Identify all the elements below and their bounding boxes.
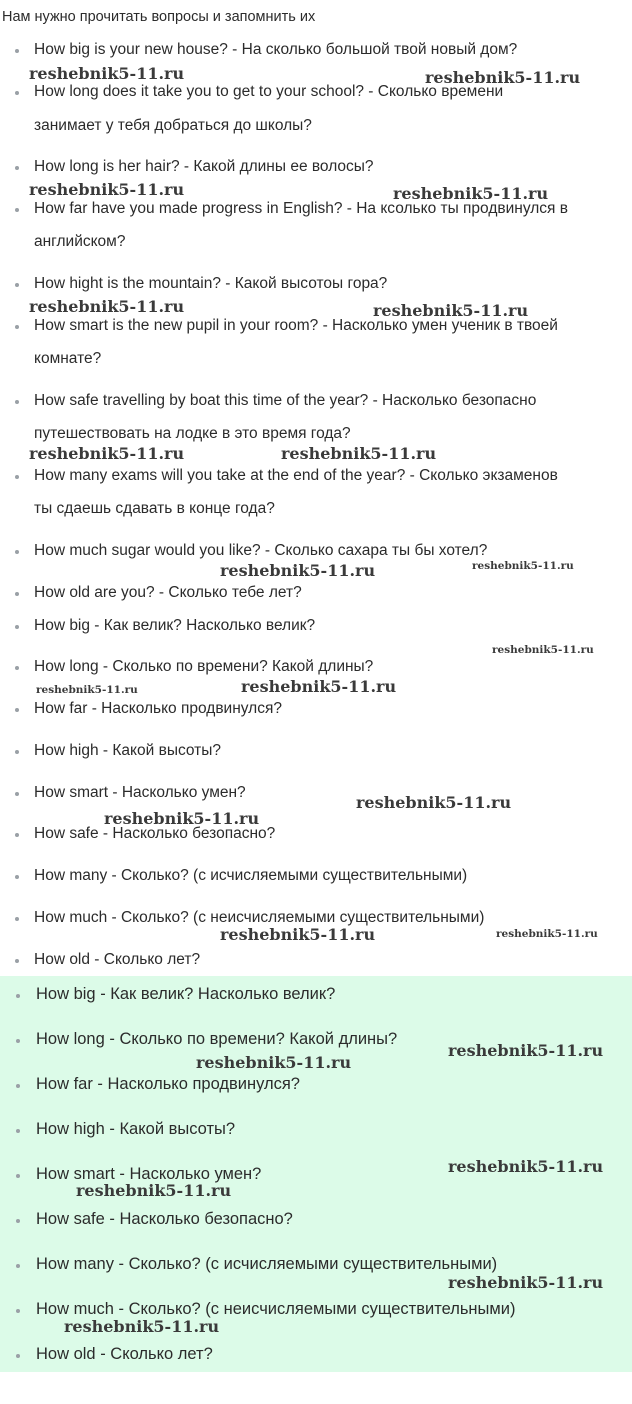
watermark: reshebnik5-11.ru xyxy=(496,928,598,940)
watermark: reshebnik5-11.ru xyxy=(425,68,581,87)
watermark: reshebnik5-11.ru xyxy=(104,809,260,828)
bullet-icon xyxy=(16,1264,20,1268)
list-item: How high - Какой высоты? xyxy=(36,1120,235,1139)
watermark: reshebnik5-11.ru xyxy=(76,1181,232,1200)
list-item: How big - Как велик? Насколько велик? xyxy=(36,985,335,1004)
bullet-icon xyxy=(15,166,19,170)
bullet-icon xyxy=(15,666,19,670)
bullet-icon xyxy=(16,1129,20,1133)
list-item: How long - Сколько по времени? Какой длины? xyxy=(36,1030,397,1049)
bullet-icon xyxy=(16,1219,20,1223)
list-item: How many - Сколько? (с исчисляемыми существительными) xyxy=(34,867,467,885)
watermark: reshebnik5-11.ru xyxy=(36,684,138,696)
list-item-continuation: занимает у тебя добраться до школы? xyxy=(34,117,312,134)
list-item: How safe travelling by boat this time of the year? - Насколько безопасно xyxy=(34,392,536,410)
bullet-icon xyxy=(16,1354,20,1358)
bullet-icon xyxy=(16,1039,20,1043)
list-item: How safe - Насколько безопасно? xyxy=(36,1210,293,1229)
list-item: How long does it take you to get to your school? - Сколько времени xyxy=(34,83,503,101)
list-item: How smart - Насколько умен? xyxy=(36,1165,261,1184)
bullet-icon xyxy=(15,475,19,479)
list-item: How many exams will you take at the end of the year? - Сколько экзаменов xyxy=(34,467,558,485)
list-item: How long - Сколько по времени? Какой длины? xyxy=(34,658,373,676)
list-item: How old - Сколько лет? xyxy=(36,1345,213,1364)
bullet-icon xyxy=(15,49,19,53)
list-item-continuation: путешествовать на лодке в это время года? xyxy=(34,425,351,442)
watermark: reshebnik5-11.ru xyxy=(29,444,185,463)
watermark: reshebnik5-11.ru xyxy=(448,1273,604,1292)
list-item: How smart - Насколько умен? xyxy=(34,784,246,802)
list-item: How safe - Насколько безопасно? xyxy=(34,825,275,843)
bullet-icon xyxy=(16,1309,20,1313)
bullet-icon xyxy=(16,994,20,998)
bullet-icon xyxy=(15,708,19,712)
list-item-continuation: английском? xyxy=(34,233,126,250)
watermark: reshebnik5-11.ru xyxy=(393,184,549,203)
bullet-icon xyxy=(15,400,19,404)
list-item: How high - Какой высоты? xyxy=(34,742,221,760)
list-item: How far have you made progress in English? - На ксолько ты продвинулся в xyxy=(34,200,568,218)
bullet-icon xyxy=(15,833,19,837)
bullet-icon xyxy=(15,550,19,554)
watermark: reshebnik5-11.ru xyxy=(220,561,376,580)
bullet-icon xyxy=(15,592,19,596)
watermark: reshebnik5-11.ru xyxy=(356,793,512,812)
list-item: How hight is the mountain? - Какой высотоы гора? xyxy=(34,275,387,293)
watermark: reshebnik5-11.ru xyxy=(373,301,529,320)
list-item: How old are you? - Сколько тебе лет? xyxy=(34,584,302,602)
list-item-continuation: ты сдаешь сдавать в конце года? xyxy=(34,500,275,517)
list-item: How old - Сколько лет? xyxy=(34,951,200,969)
watermark: reshebnik5-11.ru xyxy=(448,1157,604,1176)
bullet-icon xyxy=(16,1174,20,1178)
bullet-icon xyxy=(15,959,19,963)
bullet-icon xyxy=(15,625,19,629)
list-item: How big is your new house? - На сколько большой твой новый дом? xyxy=(34,41,517,59)
list-item: How much - Сколько? (с неисчисляемыми существительными) xyxy=(34,909,484,927)
bullet-icon xyxy=(15,792,19,796)
watermark: reshebnik5-11.ru xyxy=(281,444,437,463)
watermark: reshebnik5-11.ru xyxy=(64,1317,220,1336)
watermark: reshebnik5-11.ru xyxy=(196,1053,352,1072)
bullet-icon xyxy=(16,1084,20,1088)
bullet-icon xyxy=(15,325,19,329)
watermark: reshebnik5-11.ru xyxy=(29,297,185,316)
intro-text: Нам нужно прочитать вопросы и запомнить их xyxy=(2,9,316,25)
bullet-icon xyxy=(15,875,19,879)
list-item: How many - Сколько? (с исчисляемыми существительными) xyxy=(36,1255,497,1274)
bullet-icon xyxy=(15,917,19,921)
watermark: reshebnik5-11.ru xyxy=(472,560,574,572)
list-item: How smart is the new pupil in your room? - Насколько умен ученик в твоей xyxy=(34,317,558,335)
bullet-icon xyxy=(15,208,19,212)
watermark: reshebnik5-11.ru xyxy=(492,644,594,656)
list-item: How far - Насколько продвинулся? xyxy=(36,1075,300,1094)
watermark: reshebnik5-11.ru xyxy=(220,925,376,944)
list-item-continuation: комнате? xyxy=(34,350,102,367)
list-item: How long is her hair? - Какой длины ее волосы? xyxy=(34,158,374,176)
list-item: How far - Насколько продвинулся? xyxy=(34,700,282,718)
watermark: reshebnik5-11.ru xyxy=(29,180,185,199)
list-item: How big - Как велик? Насколько велик? xyxy=(34,617,315,635)
watermark: reshebnik5-11.ru xyxy=(29,64,185,83)
bullet-icon xyxy=(15,283,19,287)
list-item: How much - Сколько? (с неисчисляемыми существительными) xyxy=(36,1300,515,1319)
watermark: reshebnik5-11.ru xyxy=(241,677,397,696)
bullet-icon xyxy=(15,91,19,95)
list-item: How much sugar would you like? - Сколько сахара ты бы хотел? xyxy=(34,542,487,560)
watermark: reshebnik5-11.ru xyxy=(448,1041,604,1060)
bullet-icon xyxy=(15,750,19,754)
